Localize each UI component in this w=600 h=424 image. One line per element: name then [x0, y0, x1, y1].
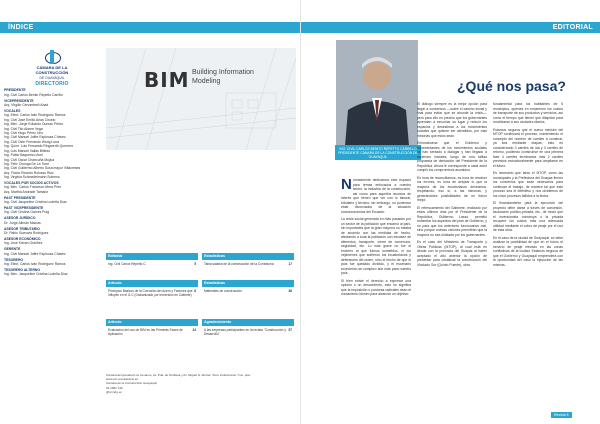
directory-person: Ing. Civil José Emilio Arias Ciruelo	[4, 117, 56, 122]
paragraph: fundamental para los habitantes de 5 municipios, quienes en encarecen los costos de transporte de sus productos y servicios, así como el tiempo que tienen que dilapidar para movilizarse a sus ciudades diarios.	[493, 102, 563, 124]
directory-role: GERENTE	[4, 247, 21, 252]
index-tag: Agradecimiento	[202, 319, 294, 326]
footer-address: Cámara Empresarial Los Ceranos, Av. Pral. de Orellana y Av. Miguel H. Alcívar, Torre Institucional, 7mo. piso	[106, 373, 251, 377]
directory-person: Ing. Mec. Carlos Francisco Mera Prier	[4, 185, 62, 190]
footer-website[interactable]: www.ccc.ecuadortest.ec	[106, 377, 139, 382]
directory-person: Ing. Felix Chunga De La Torre	[4, 161, 50, 166]
page-number: Revista 5	[551, 412, 572, 418]
directory-role: ASESOR JURÍDICO	[4, 216, 36, 221]
directory-person: Ing. Pablo Baquerizo Avel	[4, 153, 43, 158]
bim-title: BIM	[144, 68, 190, 92]
index-page: 57	[288, 328, 292, 332]
paragraph: El refrescamiento del Gabinete, realizado por estos últimos días por el Presidente de la República, Guillermo Lasso, permitió rediseñar los aspectos del plan de Gobierno, y no para que los anteriores funcionarios mal, sino porque nuevas visiones permitirán que la mayoría no sea olvidada por los gobernantes.	[417, 205, 487, 237]
index-entry[interactable]	[202, 253, 294, 268]
bim-subtitle-line2: Modeling	[192, 78, 221, 85]
directory-person: Ing. Civil Manuel Joffre Espinoza Chávez	[4, 135, 66, 140]
bim-image	[106, 48, 296, 150]
paragraph: Es hora de reconciliarnos, es hora de resolver los errores, es hora de aceptar lo que la mayoría de los ecuatorianos deseamos, respetando, eso sí, a las minorías, y generándoles posibilidades de un futuro mejor.	[417, 175, 487, 202]
chamber-logo	[4, 50, 100, 86]
directory-person: Ing. Civil Manuel Joffre Espinoza Chávez	[4, 251, 66, 256]
index-tag: Estadísticas	[202, 253, 294, 260]
index-page: 8	[194, 289, 196, 293]
president-portrait-graphic	[336, 40, 418, 158]
paragraph: La crisis social generada en días pasados por un sector de la población que encarnó al país, sin importarles que la gran mayoría no estaba de acuerdo con las medidas de hecho, afectando a toda la población con escasez de alimentos, transporte, cierre de comercios, seguridad, etc. Lo más grave no fue el encierro al que fuimos sometidos, ni los vejámenes que sufrieron los ecuatorianos y defensores del orden, sino el hecho de que el país fue quedado dividido, y el escenario económico se complicó aún más para nuestro país.	[341, 217, 411, 275]
directory-person: Ing. Luis Manuel Vallas Bitiedo	[4, 148, 51, 153]
right-page	[300, 0, 600, 424]
directory-role: ASESOR TRIBUTARIO	[4, 226, 40, 231]
directory-person: Ing. Civil Carlos Benito Repetto Carrillo	[4, 92, 63, 97]
bim-wireframe-graphic	[106, 48, 296, 150]
directory-person: Ing. Elect. Carlos Iván Rodríguez Ramos	[4, 262, 66, 267]
index-page: 46	[288, 289, 292, 293]
editorial-header-bar	[301, 22, 600, 33]
directory-role: PAST VICEPRESIDENTE	[4, 206, 44, 211]
directory-person: Ing. Civil Jacqueline Cristina Ludeña Díaz	[4, 200, 67, 205]
index-tag: Artículo	[106, 280, 198, 287]
directory-list	[4, 88, 100, 276]
index-header-bar	[0, 22, 300, 33]
index-tag: Artículo	[106, 319, 198, 326]
paragraph: Enhorabuena que el Gobierno y representantes de los movimientos sociales se han sentado a dialogar y han llegado a acuerdos iniciales, luego de una fallida propuesta de derivación del Presidente de la República. Ahora le corresponde a cada actor cumplir los compromisos asumidos.	[417, 141, 487, 172]
index-entry[interactable]	[202, 319, 294, 338]
directory-person: Dr. Pablo Guevara Rodríguez	[4, 231, 49, 236]
article-column-2	[417, 102, 487, 270]
index-entry[interactable]	[202, 280, 294, 295]
index-tag: Estadísticas	[202, 280, 294, 287]
article-column-3	[493, 102, 563, 270]
index-entry[interactable]	[106, 319, 198, 338]
paragraph: Si bien existe el derecho a expresar una opinión o un descontento, esto no significa que la imposición o posturas radicales sean el mecanismo idóneo para alcanzar un objetivo.	[341, 278, 411, 296]
index-text: Principios Básicos de la Corrosión del Acero y Factores que Influyen en el G.C (Galvanizado por Inmersión en Caliente)	[108, 289, 193, 297]
photo-caption: ING. CIVIL CARLOS BENITO REPETTO CARRILLO PRESIDENTE CÁMARA DE LA CONSTRUCCIÓN DE GUAYAQUIL	[335, 145, 421, 160]
chamber-logo-icon	[42, 50, 62, 64]
directory-person: Ing. Elect. Carlos Iván Rodríguez Ramos	[4, 113, 66, 118]
index-tag: Editorial	[106, 253, 198, 260]
dropcap-letter: N	[341, 176, 352, 193]
article-column-1	[341, 178, 411, 300]
directory-role: PAST PRESIDENTE	[4, 195, 36, 200]
directory-person: Ing. Quím. Luis Fernando Ringwerth Querrero	[4, 144, 74, 149]
directory-person: Ing. Civil Cristina Garcés Puig	[4, 210, 50, 215]
paragraph: El financiamiento para la ejecución del proyecto debe darse a través de concesión, asociación público-privada, etc., de modo que el inversionista construya o la privada recupere los costos más una adecuada utilidad mediante el cobro de peaje por el uso de esta obra.	[493, 201, 563, 232]
paragraph: El diálogo siempre es la mejor opción para llegar a consensos —sobre el camino inicial y final para evitar que se ahonde la crisis—, pero para ello es preciso que los gobernantes aprendan a escuchar su lugar y reducir los espacios y desestimar a los movimientos sociales que quieren ser atendidos, por más minorías que estos sean.	[417, 102, 487, 138]
directory-role: TESORERO	[4, 257, 24, 262]
contact-footer	[106, 373, 256, 394]
directory-person: Ing. Civil Hugo Pérez Lino	[4, 131, 44, 136]
directory-person: Ing. Mec. Jorge Eduardo Dureau Prieto	[4, 122, 63, 127]
index-entry[interactable]	[106, 253, 198, 268]
paragraph: Es el caso del Ministerio de Transporte y Obras Públicas (MTOP), al cual está en deuda con la provincia del Guayas al haber aceptado el año anterior la opción de presentar para cristalizar la construcción del Viaducto Sur (Quinto Puente), obra	[417, 240, 487, 267]
editorial-title: ¿Qué nos pasa?	[457, 78, 566, 94]
directory-sidebar	[4, 50, 100, 277]
footer-facebook[interactable]: Cámara de la Construcción Guayaquil	[106, 381, 157, 386]
bim-subtitle-line1: Building Information	[192, 69, 254, 76]
directory-person: Ing. José Kieran Ordóñez	[4, 241, 43, 246]
logo-line3: DE GUAYAQUIL	[39, 75, 65, 80]
directory-person: Ing. Civil Guillermo Alberto Sosa mayor Villacreses	[4, 166, 81, 171]
paragraph: En el caso de la ciudad de Guayaquil, se debe analizar la posibilidad de que en el futuro el servicio de peaje elevado en las zonas conflictivas de la ciudad. Estamos seguros de que el Gobierno y Guayaquil emprenderá con la oportunidad del caso la ejecución de las mismas.	[493, 235, 563, 267]
directory-person: Arq. Flavio Ricardo Rolosso Ruiz	[4, 170, 54, 175]
directory-person: Arq. Virgilio Cervantesñ Abad	[4, 103, 49, 108]
directory-role: VICEPRESIDENTE	[4, 98, 34, 103]
footer-phone: 04 2681 146	[106, 385, 123, 390]
president-photo	[336, 40, 418, 158]
directory-person: Ing. Civil Oscar Chancuña Mujica	[4, 157, 55, 162]
logo-line2: CONSTRUCCIÓN	[35, 69, 69, 75]
directory-role: PRESIDENTE	[4, 88, 26, 93]
index-page: 24	[192, 328, 196, 332]
directory-person: Arq. Martha Andrade Tamariz	[4, 189, 49, 194]
index-text: A las empresas participantes en la revista "Construcción y Desarrollo"	[204, 328, 286, 336]
directory-person: Ing. Virginia Schmedelmann Soleeno	[4, 175, 60, 180]
directory-person: Dr. Jorge Aliman Macías	[4, 220, 41, 225]
index-text: Tabla salarial de la construcción de la Contraloría	[204, 262, 274, 266]
index-text: Materiales de construcción	[204, 289, 242, 293]
paragraph: ormalmente dedicamos este espacio para temas enfocados a nuestro sector, la industria de la construcción, así como para aquellos asuntos de interés que tienen que ver con lo laboral, tributario y técnico; sin embargo, no podemos estar divorciados de la situación socioeconómica del Ecuador.	[341, 178, 411, 214]
index-text: Ing. Civil Carlos Repetto C.	[108, 262, 147, 266]
bim-subtitle	[192, 68, 254, 86]
directory-person: Ing. Mec. Jacqueline Cristina Ludeña Díaz	[4, 272, 68, 277]
directory-title: DIRECTORIO	[35, 81, 69, 87]
directory-person: Ing. Civil Otón Fernando Wong Luna	[4, 139, 59, 144]
directory-role: VOCALES POR SOCIOS ACTIVOS	[4, 181, 59, 186]
index-page: 5	[194, 262, 196, 266]
directory-person: Ing. Civil Tito Alarne Vega	[4, 126, 43, 131]
editorial-header: EDITORIAL	[552, 24, 593, 31]
directory-role: TESORERO ALTERNO	[4, 267, 40, 272]
directory-role: VOCALES	[4, 109, 21, 114]
index-entry[interactable]	[106, 280, 198, 299]
footer-social-handle[interactable]: @ccmdg ec	[106, 389, 122, 394]
index-text: Evaluación del uso de BIM en las Primeras Fases de Aplicación	[108, 328, 183, 336]
index-header: ÍNDICE	[8, 24, 34, 31]
logo-line1: CÁMARA DE LA	[36, 65, 68, 70]
index-page: 17	[288, 262, 292, 266]
directory-role: ASESOR ECONÓMICO	[4, 237, 41, 241]
paragraph: Estamos seguros que el nuevo ministro del MTOP continuará el proceso, manteniendo el concepto del número de carriles a construir, ya sea mediante etapas; esto es considerando 3 carriles de ida y 3 carriles de retorno, pudiendo construirse en una primera fase 4 carriles terminados más 2 carriles previstos estructuralmente para ampliarse en el futuro.	[493, 127, 563, 168]
paragraph: Es necesario que tanto el MTOP, como las municipales y la Prefectura del Guayas firmen los convenios que sean necesarios para continuar el trabajo, de manera tal que este proceso sea el definitivo y nos olvidemos de los cinco procesos fallidos a la fecha.	[493, 171, 563, 198]
